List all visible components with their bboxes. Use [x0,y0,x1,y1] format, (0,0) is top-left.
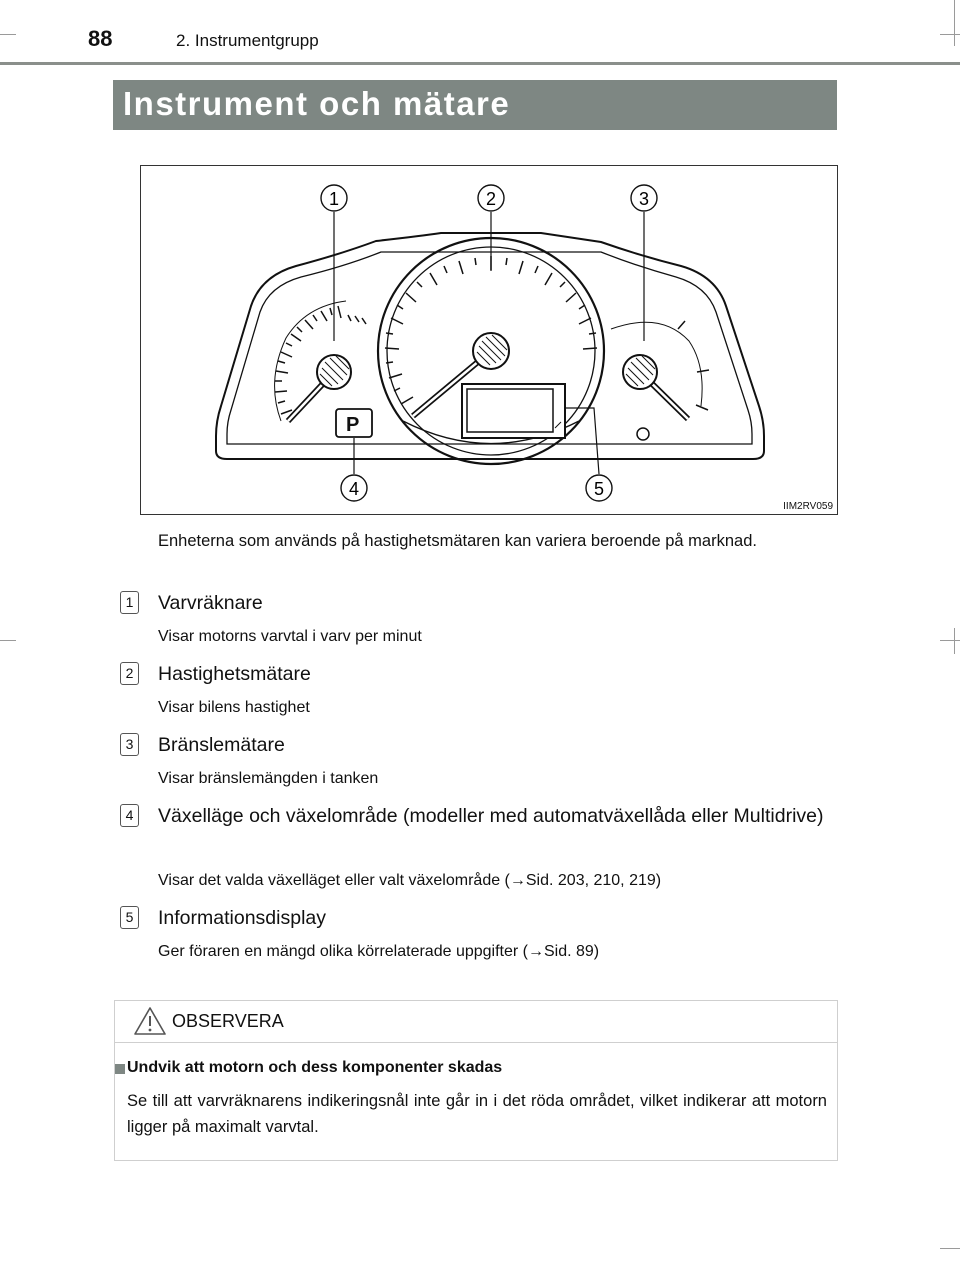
item-description: Visar det valda växelläget eller valt växelområde (→Sid. 203, 210, 219) [158,872,662,889]
instrument-cluster-illustration [141,166,837,514]
svg-text:4: 4 [348,479,360,499]
callout-4 [341,475,367,501]
caution-box [114,1000,838,1161]
fuel-indicator-dot [637,428,649,440]
section-title-bar [113,80,837,130]
item-description: Visar bränslemängden i tanken [158,770,379,787]
warning-triangle-icon [133,1006,167,1036]
caution-header [115,1001,837,1043]
caution-body: Se till att varvräknarens indikeringsnål inte går in i det röda området, vilket indikerar att motorn ligger på maximalt varvtal. [127,1092,827,1136]
caution-subheading: Undvik att motorn och dess komponenter skadas [127,1059,503,1076]
svg-text:2: 2 [485,189,497,209]
item-number: 1 [120,591,139,614]
figure-code: IIM2RV059 [783,501,833,512]
speedometer-hub [473,333,509,369]
section-title: Instrument och mätare [123,85,511,122]
item-number: 2 [120,662,139,685]
callout-1 [321,185,347,211]
callout-5 [586,475,612,501]
svg-text:5: 5 [593,479,605,499]
square-bullet-icon [115,1064,125,1074]
item-title: Informationsdisplay [158,907,326,929]
item-number: 5 [120,906,139,929]
instrument-cluster-figure [140,165,838,515]
crop-mark [0,640,16,641]
crop-mark [940,34,960,35]
tachometer-hub [317,355,351,389]
fuel-gauge-hub [623,355,657,389]
info-display-screen [467,389,553,432]
item-description: Ger föraren en mängd olika körrelaterade uppgifter (→Sid. 89) [158,943,600,960]
item-title: Hastighetsmätare [158,663,311,685]
svg-text:3: 3 [638,189,650,209]
item-title: Bränslemätare [158,734,285,756]
crop-mark [940,1248,960,1249]
page-number: 88 [88,26,113,51]
item-title: Varvräknare [158,592,263,614]
item-number: 3 [120,733,139,756]
shift-indicator-letter: P [346,414,360,436]
item-description: Visar motorns varvtal i varv per minut [158,628,422,645]
callout-3 [631,185,657,211]
svg-text:1: 1 [328,189,340,209]
item-description: Visar bilens hastighet [158,699,310,716]
callout-2 [478,185,504,211]
caution-label: OBSERVERA [172,1011,284,1031]
item-number: 4 [120,804,139,827]
intro-note: Enheterna som används på hastighetsmätaren kan variera beroende på marknad. [158,532,757,550]
crop-mark [0,34,16,35]
chapter-title: 2. Instrumentgrupp [176,31,319,50]
crop-mark [954,0,955,46]
item-title: Växelläge och växelområde (modeller med automatväxellåda eller Multidrive) [158,805,824,827]
crop-mark [940,640,960,641]
header-rule [0,62,960,65]
crop-mark [954,628,955,654]
